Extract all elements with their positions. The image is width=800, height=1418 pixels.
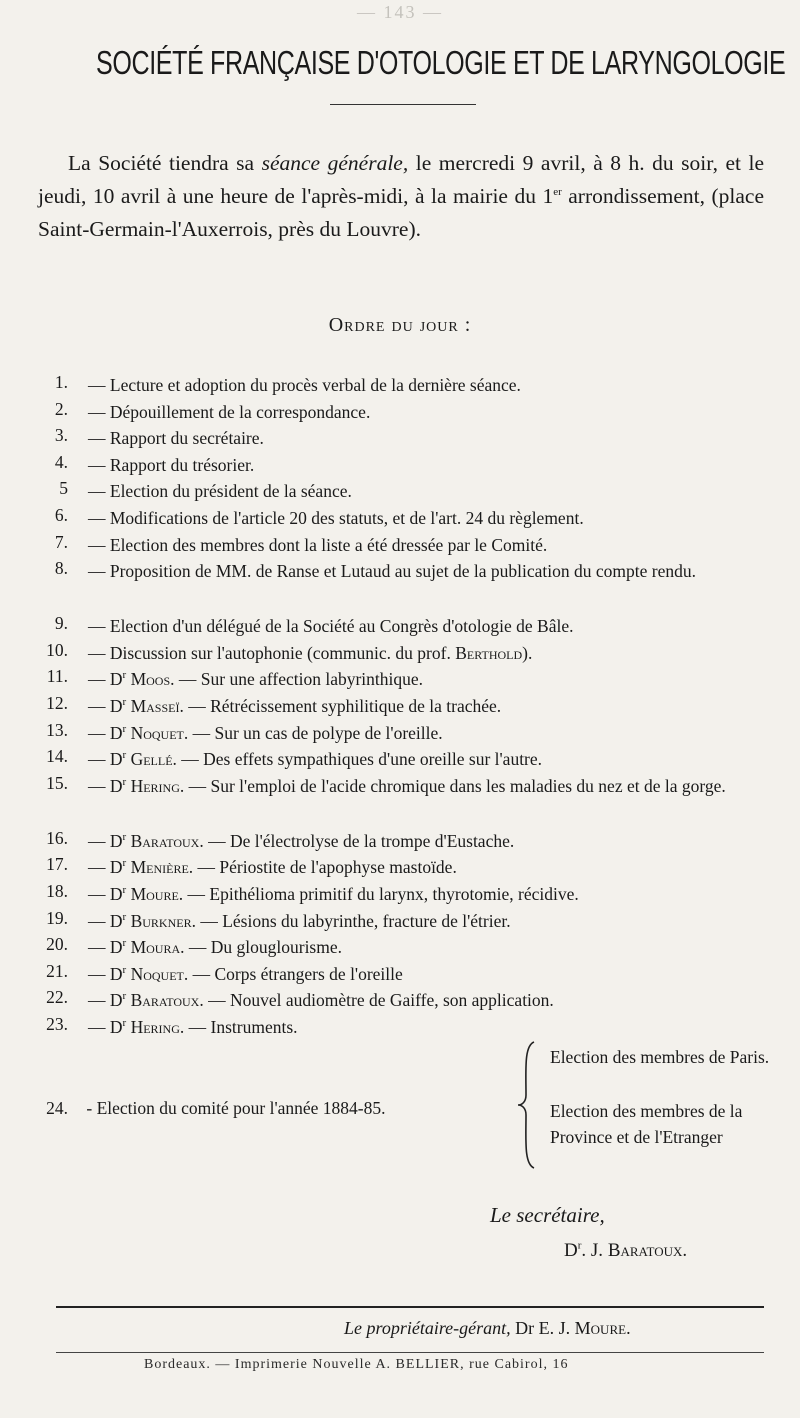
agenda-item-number: 22. <box>46 987 68 1008</box>
agenda-item <box>0 828 800 855</box>
agenda-item-text <box>88 693 768 719</box>
footer-rule <box>56 1306 764 1308</box>
agenda-item-dr-sup: r <box>122 990 127 1003</box>
agenda-item-dr-sup: r <box>122 669 127 682</box>
agenda-item-person: Masseï <box>130 695 180 716</box>
agenda-item-dr-sup: r <box>122 884 127 897</box>
title-divider <box>330 104 476 105</box>
agenda-item-text <box>88 934 768 960</box>
agenda-item-dr-sup: r <box>122 937 127 950</box>
agenda-item-prefix: — D <box>88 990 123 1011</box>
agenda-item <box>0 773 800 828</box>
brace-option-2: Election des membres de la Province et de l'Etranger <box>550 1101 743 1147</box>
signature-name <box>564 1240 687 1262</box>
agenda-item-text <box>88 425 768 451</box>
brace-option-1: Election des membres de Paris. <box>550 1047 770 1067</box>
agenda-item-description: . — Sur une affection labyrinthique. <box>170 669 424 690</box>
agenda-item <box>0 854 800 881</box>
agenda-item-description: . — De l'électrolyse de la trompe d'Eustache. <box>199 830 515 851</box>
agenda-item-number: 5 <box>59 478 68 499</box>
agenda-item-dr-sup: r <box>122 749 127 762</box>
agenda-item-description: . — Du glouglourisme. <box>180 937 342 958</box>
agenda-item-prefix: — D <box>88 1016 123 1037</box>
agenda-item-description: . — Corps étrangers de l'oreille <box>183 963 403 984</box>
agenda-item-text: - Election du comité pour l'année 1884-85. <box>86 1098 386 1118</box>
agenda-item <box>0 452 800 479</box>
agenda-item <box>0 693 800 720</box>
agenda-item-text <box>88 987 768 1013</box>
agenda-item-number: 11. <box>46 666 68 687</box>
agenda-item-number: 14. <box>46 746 68 767</box>
agenda-item-text <box>88 613 768 639</box>
page-title: SOCIÉTÉ FRANÇAISE D'OTOLOGIE ET DE LARYNGOLOGIE <box>96 44 786 81</box>
agenda-item-text <box>88 961 768 987</box>
owner-line <box>344 1318 631 1339</box>
agenda-item-text <box>88 908 768 934</box>
agenda-item-person: Moura <box>130 937 181 958</box>
agenda-item-prefix: — Proposition de MM. de Ranse et Lutaud au sujet de la publication du compte rendu. <box>88 561 697 582</box>
agenda-item-person: Gellé <box>130 749 173 770</box>
agenda-item-number: 4. <box>54 451 68 472</box>
order-heading: Ordre du jour : <box>328 314 472 336</box>
agenda-item <box>0 399 800 426</box>
agenda-item-person: Baratoux <box>130 830 200 851</box>
signature-dr-sup: r <box>577 1239 582 1252</box>
agenda-item-person: Hering <box>130 1016 180 1037</box>
agenda-item <box>0 720 800 747</box>
intro-paragraph <box>38 147 764 246</box>
agenda-item-person: Berthold <box>455 642 523 663</box>
owner-surname: Moure <box>574 1318 627 1338</box>
agenda-item-number: 7. <box>54 531 68 552</box>
agenda-item-description: . — Epithélioma primitif du larynx, thyrotomie, récidive. <box>178 883 579 904</box>
agenda-item-text <box>88 1014 768 1040</box>
agenda-item <box>0 881 800 908</box>
intro-sup: er <box>553 185 562 198</box>
agenda-item-prefix: — D <box>88 883 123 904</box>
agenda-item-number: 15. <box>46 772 68 793</box>
agenda-item <box>0 746 800 773</box>
agenda-item-number: 1. <box>54 372 68 392</box>
agenda-item <box>0 425 800 452</box>
agenda-item-number: 10. <box>46 639 68 660</box>
printer-rule <box>56 1352 764 1353</box>
agenda-item-number: 24. <box>46 1098 68 1118</box>
owner-end: . <box>626 1318 631 1338</box>
agenda-item-dr-sup: r <box>122 830 127 843</box>
agenda-item-number: 9. <box>54 613 68 634</box>
agenda-item-dr-sup: r <box>122 775 127 788</box>
agenda-item-person: Hering <box>130 775 180 796</box>
agenda-item-number: 23. <box>46 1013 68 1034</box>
agenda-item-prefix: — Election des membres dont la liste a été dressée par le Comité. <box>88 534 548 555</box>
agenda-item-dr-sup: r <box>122 963 127 976</box>
agenda-item-person: Menière <box>130 857 189 878</box>
agenda-item-text <box>88 452 768 478</box>
agenda-item-person: Moos <box>130 669 171 690</box>
signature-initial: . J. <box>581 1240 608 1261</box>
agenda-item-text <box>88 399 768 425</box>
agenda-item-description: ). <box>522 642 533 663</box>
agenda-item-prefix: — Election du président de la séance. <box>88 481 352 502</box>
agenda-item-text <box>88 372 768 398</box>
agenda-item-prefix: — D <box>88 669 123 690</box>
agenda-item <box>0 613 800 640</box>
signature-dr: D <box>564 1240 578 1261</box>
agenda-item-prefix: — Election d'un délégué de la Société au Congrès d'otologie de Bâle. <box>88 616 574 637</box>
signature-surname: Baratoux <box>607 1240 683 1261</box>
agenda-item-number: 8. <box>54 558 68 579</box>
agenda-item-text <box>88 720 768 746</box>
agenda-item-24 <box>28 1098 385 1119</box>
agenda-item <box>0 640 800 667</box>
agenda-item-person: Burkner <box>130 910 192 931</box>
agenda-item-text <box>88 881 768 907</box>
agenda-item-prefix: — Rapport du secrétaire. <box>88 428 264 449</box>
agenda-item-text <box>88 854 768 880</box>
agenda-item-number: 17. <box>46 854 68 875</box>
agenda-item-prefix: — Dépouillement de la correspondance. <box>88 401 371 422</box>
agenda-item-prefix: — D <box>88 749 123 770</box>
intro-part1: La Société tiendra sa <box>68 151 262 175</box>
agenda-item <box>0 961 800 988</box>
owner-name: Dr E. J. <box>510 1318 575 1338</box>
agenda-item-prefix: — D <box>88 910 123 931</box>
agenda-item-number: 2. <box>54 398 68 419</box>
agenda-item-prefix: — Discussion sur l'autophonie (communic. du prof. <box>88 642 456 663</box>
agenda-item-number: 21. <box>46 960 68 981</box>
printer-line: Bordeaux. — Imprimerie Nouvelle A. BELLIER, rue Cabirol, 16 <box>144 1357 569 1372</box>
agenda-item-person: Noquet <box>130 722 184 743</box>
agenda-item-text <box>88 532 768 558</box>
agenda-item-prefix: — D <box>88 695 123 716</box>
agenda-item-prefix: — Modifications de l'article 20 des statuts, et de l'art. 24 du règlement. <box>88 507 584 528</box>
agenda-item-prefix: — D <box>88 830 123 851</box>
agenda-item-number: 19. <box>46 907 68 928</box>
agenda-list <box>0 372 800 1040</box>
intro-part2: le mercredi 9 avril, à 8 h. du soir, et le jeudi, 10 avril à une heure de l'après-midi, à la mairie du 1 <box>38 151 764 208</box>
agenda-item-number: 18. <box>46 880 68 901</box>
agenda-item-text <box>88 558 768 584</box>
agenda-item <box>0 908 800 935</box>
agenda-item-prefix: — Rapport du trésorier. <box>88 454 255 475</box>
agenda-item-person: Moure <box>130 883 179 904</box>
agenda-item-number: 16. <box>46 827 68 848</box>
agenda-item <box>0 532 800 559</box>
agenda-item-person: Baratoux <box>130 990 200 1011</box>
agenda-item-dr-sup: r <box>122 910 127 923</box>
agenda-item-text <box>88 505 768 531</box>
agenda-item-description: . — Sur l'emploi de l'acide chromique dans les maladies du nez et de la gorge. <box>179 775 726 796</box>
agenda-item-number: 13. <box>46 719 68 740</box>
agenda-item-dr-sup: r <box>122 696 127 709</box>
agenda-item-person: Noquet <box>130 963 184 984</box>
agenda-item <box>0 934 800 961</box>
agenda-item <box>0 558 800 613</box>
agenda-item-number: 6. <box>54 504 68 525</box>
agenda-item-description: . — Des effets sympathiques d'une oreille sur l'autre. <box>172 749 543 770</box>
agenda-item-text <box>88 666 768 692</box>
brace-icon <box>516 1040 538 1170</box>
agenda-item <box>0 1014 800 1041</box>
agenda-item-prefix: — D <box>88 722 123 743</box>
agenda-item-prefix: — Lecture et adoption du procès verbal de la dernière séance. <box>88 375 521 395</box>
agenda-item-number: 3. <box>54 425 68 446</box>
agenda-item <box>0 372 800 399</box>
agenda-item-description: . — Sur un cas de polype de l'oreille. <box>183 722 443 743</box>
agenda-item-prefix: — D <box>88 937 123 958</box>
signature-label: Le secrétaire, <box>490 1203 605 1227</box>
agenda-item-text <box>88 746 768 772</box>
agenda-item-prefix: — D <box>88 857 123 878</box>
agenda-item-dr-sup: r <box>122 857 127 870</box>
agenda-item-prefix: — D <box>88 963 123 984</box>
agenda-item <box>0 478 800 505</box>
agenda-item <box>0 505 800 532</box>
agenda-item-number: 12. <box>46 692 68 713</box>
owner-label: Le propriétaire-gérant, <box>344 1318 511 1338</box>
agenda-item-prefix: — D <box>88 775 123 796</box>
signature-end: . <box>682 1240 688 1261</box>
agenda-item-description: . — Nouvel audiomètre de Gaiffe, son application. <box>199 990 554 1011</box>
intro-part3: arrondissement, (place Saint-Germain-l'Auxerrois, près du Louvre). <box>38 184 764 241</box>
page-number: — 143 — <box>357 2 443 22</box>
agenda-item <box>0 666 800 693</box>
agenda-item-dr-sup: r <box>122 722 127 735</box>
agenda-item-number: 20. <box>46 934 68 955</box>
agenda-item-text <box>88 828 768 854</box>
agenda-item-description: . — Rétrécissement syphilitique de la trachée. <box>179 695 502 716</box>
agenda-item-description: . — Instruments. <box>179 1016 298 1037</box>
agenda-item-text <box>88 773 768 799</box>
agenda-item-dr-sup: r <box>122 1017 127 1030</box>
intro-seance: séance générale, <box>261 151 409 175</box>
agenda-item-text <box>88 478 768 504</box>
agenda-item-text <box>88 640 768 666</box>
agenda-item <box>0 987 800 1014</box>
agenda-item-description: . — Périostite de l'apophyse mastoïde. <box>188 857 457 878</box>
agenda-item-description: . — Lésions du labyrinthe, fracture de l'étrier. <box>191 910 511 931</box>
